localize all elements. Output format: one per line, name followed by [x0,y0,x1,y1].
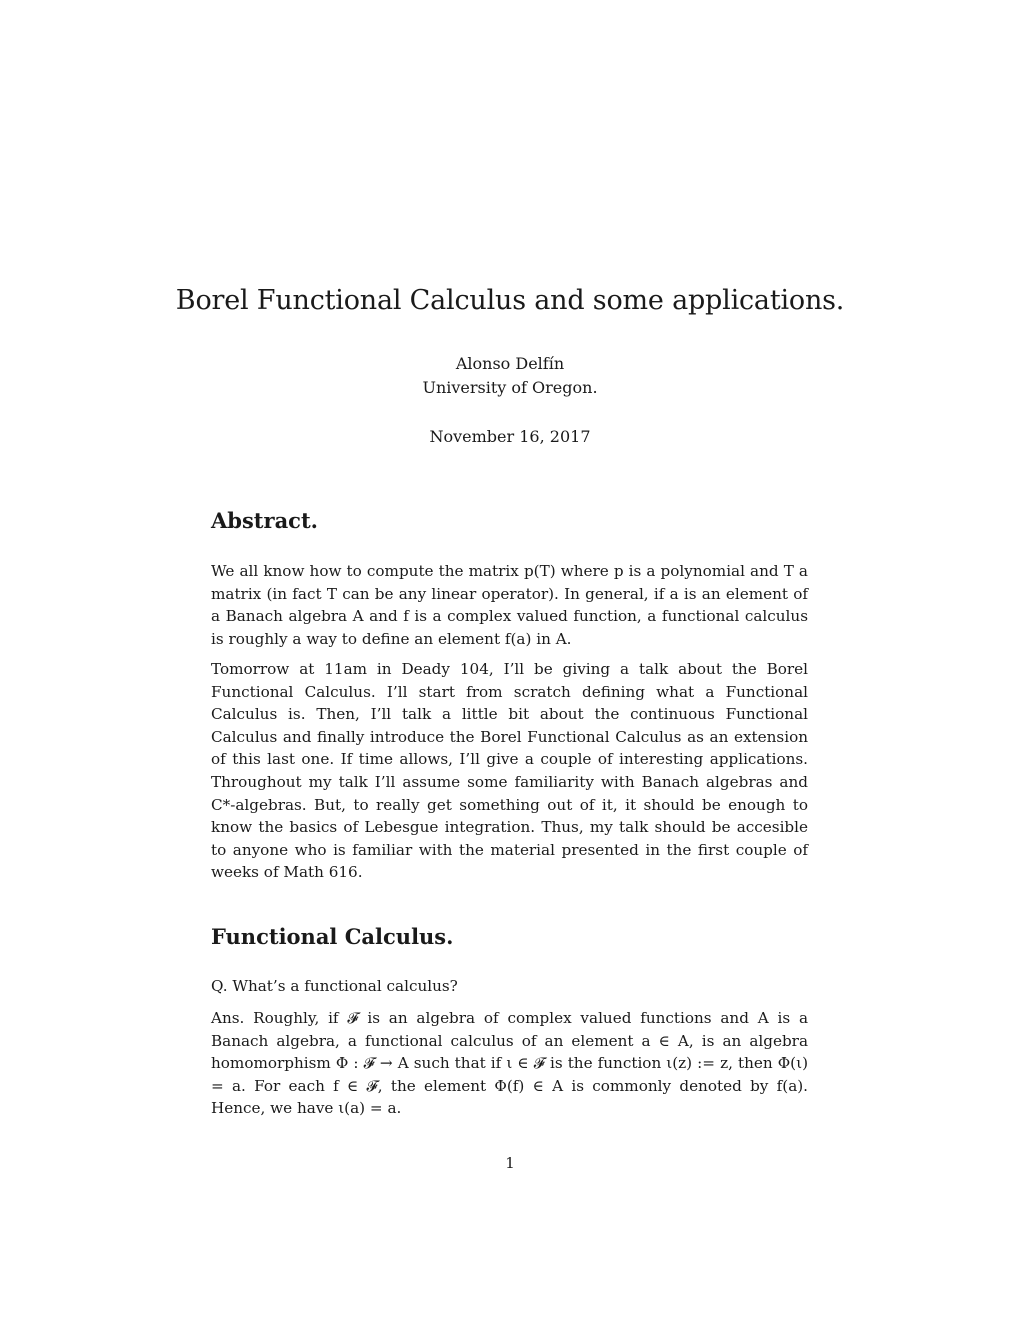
abstract-paragraph-2-text: Tomorrow at 11am in Deady 104, I’ll be giving a talk about the Borel Functional Calculus. I’ll start from scratch defining what a Functional Calculus is. Then, I’ll talk a little bit about the continuous Functional Calculus and finally introduce the Borel Functional Calculus as an extension of this last one. If time allows, I’ll give a couple of interesting applications. Throughout my talk I’ll assume some familiarity with Banach algebras and C*-algebras. But, to really get something out of it, it should be enough to know the basics of Lebesgue integration. Thus, my talk should be accesible to anyone who is familiar with the material presented in the first couple of weeks of Math 616. [211,660,808,882]
document-date: November 16, 2017 [429,427,591,446]
functional-calculus-question [211,975,808,998]
page-number: 1 [505,1154,515,1172]
author-affiliation: University of Oregon. [422,378,598,397]
functional-calculus-answer [211,1007,808,1120]
abstract-paragraph-1 [211,560,808,650]
author-name: Alonso Delfín [455,354,565,373]
abstract-paragraph-1-text: We all know how to compute the matrix p(T) where p is a polynomial and T a matrix (in fact T can be any linear operator). In general, if a is an element of a Banach algebra A and f is a complex valued function, a functional calculus is roughly a way to define an element f(a) in A. [211,562,808,648]
functional-calculus-heading: Functional Calculus. [211,924,454,949]
functional-calculus-answer-text: Ans. Roughly, if 𝓕 is an algebra of complex valued functions and A is a Banach algebra, a functional calculus of an element a ∈ A, is an algebra homomorphism Φ : 𝓕 → A such that if ι ∈ 𝓕 is the function ι(z) := z, then Φ(ι) = a. For each f ∈ 𝓕, the element Φ(f) ∈ A is commonly denoted by f(a). Hence, we have ι(a) = a. [211,1009,808,1118]
abstract-heading: Abstract. [211,508,318,533]
functional-calculus-question-text: Q. What’s a functional calculus? [211,977,458,995]
document-title: Borel Functional Calculus and some applications. [175,285,845,316]
abstract-paragraph-2 [211,658,808,884]
